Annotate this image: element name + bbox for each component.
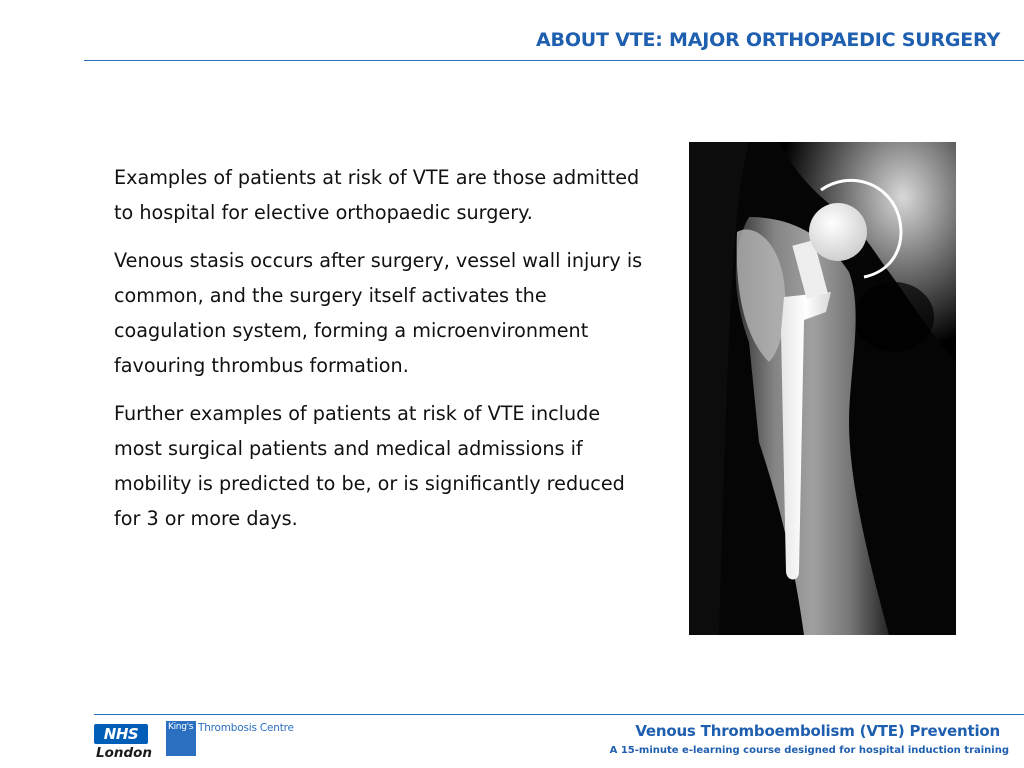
nhs-london-logo xyxy=(94,724,152,761)
kings-thrombosis-centre-logo xyxy=(166,721,294,756)
kings-badge-icon: King's xyxy=(166,721,196,756)
nhs-logo-icon: NHS xyxy=(94,724,148,744)
hip-replacement-xray-image xyxy=(689,142,956,635)
page-title: ABOUT VTE: MAJOR ORTHOPAEDIC SURGERY xyxy=(536,29,1000,51)
paragraph-2: Venous stasis occurs after surgery, vessel wall injury is common, and the surgery itself activates the coagulation system, forming a microenvironment favouring thrombus formation. xyxy=(114,249,643,377)
femoral-head-ball xyxy=(809,203,867,261)
footer-divider xyxy=(94,714,1024,715)
header-divider xyxy=(84,60,1024,61)
body-text xyxy=(114,160,654,549)
nhs-region-label: London xyxy=(96,745,153,761)
course-subtitle: A 15-minute e-learning course designed for hospital induction training xyxy=(609,745,1009,756)
xray-illustration xyxy=(689,142,956,635)
obturator-foramen xyxy=(854,282,934,352)
paragraph-3: Further examples of patients at risk of VTE include most surgical patients and medical admissions if mobility is predicted to be, or is significantly reduced for 3 or more days. xyxy=(114,402,625,530)
kings-label: Thrombosis Centre xyxy=(198,722,294,734)
course-title: Venous Thromboembolism (VTE) Prevention xyxy=(635,722,1000,740)
paragraph-1: Examples of patients at risk of VTE are those admitted to hospital for elective orthopaedic surgery. xyxy=(114,166,640,224)
